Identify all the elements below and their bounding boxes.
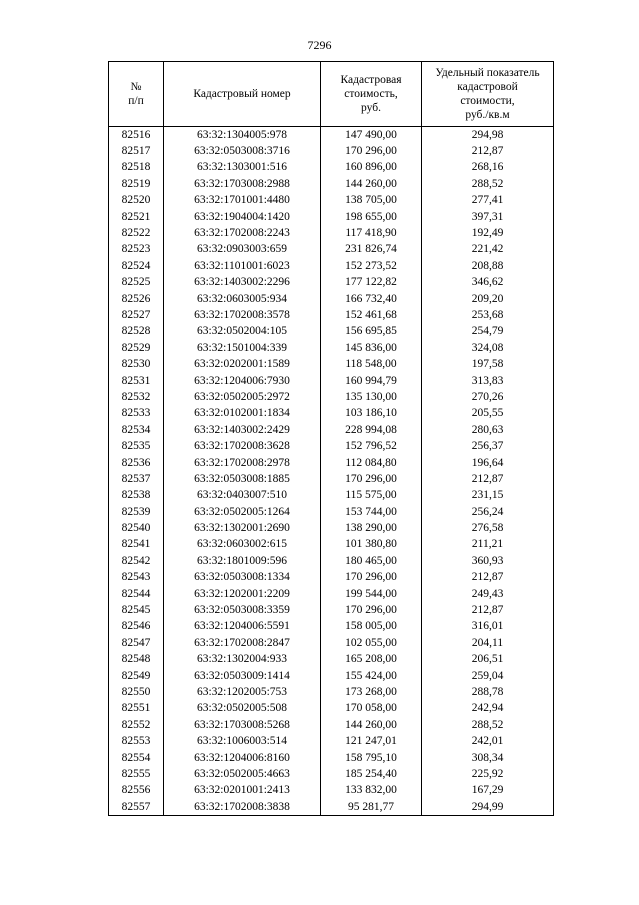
cell-specific-value: 212,87 (422, 570, 554, 586)
cell-cadastral-number: 63:32:0202001:1589 (164, 356, 321, 372)
cell-cadastral-number: 63:32:0503008:1334 (164, 570, 321, 586)
table-row (109, 652, 554, 668)
cell-cadastral-number: 63:32:0502005:508 (164, 701, 321, 717)
cell-cadastral-value: 152 273,52 (321, 258, 422, 274)
cell-row-number: 82539 (109, 504, 164, 520)
cell-specific-value: 192,49 (422, 225, 554, 241)
table-row (109, 750, 554, 766)
table-row (109, 455, 554, 471)
cell-cadastral-number: 63:32:1702008:2978 (164, 455, 321, 471)
cell-cadastral-number: 63:32:1204006:8160 (164, 750, 321, 766)
cell-row-number: 82541 (109, 537, 164, 553)
cell-row-number: 82537 (109, 471, 164, 487)
cell-row-number: 82519 (109, 176, 164, 192)
cell-specific-value: 316,01 (422, 619, 554, 635)
cell-cadastral-value: 147 490,00 (321, 127, 422, 144)
table-row (109, 324, 554, 340)
cell-specific-value: 242,01 (422, 733, 554, 749)
table-row (109, 176, 554, 192)
cell-cadastral-number: 63:32:0603005:934 (164, 291, 321, 307)
table-row (109, 373, 554, 389)
cell-cadastral-number: 63:32:1101001:6023 (164, 258, 321, 274)
table-row (109, 307, 554, 323)
cell-cadastral-number: 63:32:0403007:510 (164, 488, 321, 504)
table-row (109, 160, 554, 176)
table-row (109, 553, 554, 569)
cell-cadastral-value: 170 296,00 (321, 602, 422, 618)
cell-cadastral-number: 63:32:1703008:2988 (164, 176, 321, 192)
table-row (109, 143, 554, 159)
cell-row-number: 82521 (109, 209, 164, 225)
cell-row-number: 82545 (109, 602, 164, 618)
cell-cadastral-value: 145 836,00 (321, 340, 422, 356)
cell-specific-value: 196,64 (422, 455, 554, 471)
table-row (109, 717, 554, 733)
table-row (109, 258, 554, 274)
cell-specific-value: 249,43 (422, 586, 554, 602)
cell-specific-value: 204,11 (422, 635, 554, 651)
cell-specific-value: 259,04 (422, 668, 554, 684)
cell-specific-value: 167,29 (422, 783, 554, 799)
cell-row-number: 82516 (109, 127, 164, 144)
cell-specific-value: 360,93 (422, 553, 554, 569)
cell-specific-value: 212,87 (422, 471, 554, 487)
table-row (109, 471, 554, 487)
table-row (109, 275, 554, 291)
cell-cadastral-value: 133 832,00 (321, 783, 422, 799)
cell-cadastral-value: 170 058,00 (321, 701, 422, 717)
cell-specific-value: 208,88 (422, 258, 554, 274)
cell-cadastral-number: 63:32:1501004:339 (164, 340, 321, 356)
table-row (109, 619, 554, 635)
cell-cadastral-value: 173 268,00 (321, 684, 422, 700)
cell-row-number: 82550 (109, 684, 164, 700)
cell-specific-value: 277,41 (422, 193, 554, 209)
table-row (109, 438, 554, 454)
cell-specific-value: 294,99 (422, 799, 554, 816)
table-body (109, 127, 554, 816)
table-row (109, 127, 554, 144)
cell-specific-value: 205,55 (422, 406, 554, 422)
cell-cadastral-value: 118 548,00 (321, 356, 422, 372)
cell-cadastral-value: 198 655,00 (321, 209, 422, 225)
cell-specific-value: 308,34 (422, 750, 554, 766)
cell-cadastral-number: 63:32:0503008:3716 (164, 143, 321, 159)
cell-cadastral-number: 63:32:1204006:5591 (164, 619, 321, 635)
cell-cadastral-value: 166 732,40 (321, 291, 422, 307)
cell-row-number: 82547 (109, 635, 164, 651)
cell-cadastral-value: 115 575,00 (321, 488, 422, 504)
cell-row-number: 82524 (109, 258, 164, 274)
cell-cadastral-value: 160 896,00 (321, 160, 422, 176)
cell-specific-value: 294,98 (422, 127, 554, 144)
cell-row-number: 82534 (109, 422, 164, 438)
cell-cadastral-value: 185 254,40 (321, 766, 422, 782)
cell-cadastral-number: 63:32:0102001:1834 (164, 406, 321, 422)
table-row (109, 406, 554, 422)
cell-row-number: 82551 (109, 701, 164, 717)
cell-cadastral-number: 63:32:1006003:514 (164, 733, 321, 749)
cell-specific-value: 288,78 (422, 684, 554, 700)
cell-row-number: 82556 (109, 783, 164, 799)
cell-cadastral-number: 63:32:0603002:615 (164, 537, 321, 553)
cell-row-number: 82529 (109, 340, 164, 356)
cell-cadastral-number: 63:32:1304005:978 (164, 127, 321, 144)
cell-row-number: 82532 (109, 389, 164, 405)
cell-specific-value: 254,79 (422, 324, 554, 340)
cell-cadastral-value: 138 705,00 (321, 193, 422, 209)
table-row (109, 783, 554, 799)
cell-row-number: 82520 (109, 193, 164, 209)
cell-cadastral-value: 138 290,00 (321, 520, 422, 536)
cell-row-number: 82538 (109, 488, 164, 504)
cell-cadastral-number: 63:32:1904004:1420 (164, 209, 321, 225)
table-row (109, 520, 554, 536)
cell-row-number: 82542 (109, 553, 164, 569)
cell-specific-value: 346,62 (422, 275, 554, 291)
header-cadastral-value: Кадастровая стоимость, руб. (321, 62, 422, 127)
cell-specific-value: 288,52 (422, 717, 554, 733)
cell-specific-value: 324,08 (422, 340, 554, 356)
cell-cadastral-value: 180 465,00 (321, 553, 422, 569)
cell-cadastral-number: 63:32:0201001:2413 (164, 783, 321, 799)
cell-cadastral-value: 153 744,00 (321, 504, 422, 520)
cell-cadastral-value: 117 418,90 (321, 225, 422, 241)
cell-row-number: 82546 (109, 619, 164, 635)
table-row (109, 701, 554, 717)
cell-cadastral-value: 155 424,00 (321, 668, 422, 684)
table-row (109, 340, 554, 356)
cell-row-number: 82549 (109, 668, 164, 684)
table-row (109, 635, 554, 651)
cell-cadastral-number: 63:32:1702008:2243 (164, 225, 321, 241)
cell-row-number: 82554 (109, 750, 164, 766)
table-row (109, 193, 554, 209)
cell-row-number: 82533 (109, 406, 164, 422)
table-row (109, 586, 554, 602)
cell-cadastral-value: 112 084,80 (321, 455, 422, 471)
cell-row-number: 82544 (109, 586, 164, 602)
cell-cadastral-value: 170 296,00 (321, 570, 422, 586)
cell-cadastral-value: 177 122,82 (321, 275, 422, 291)
table-row (109, 684, 554, 700)
table-row (109, 570, 554, 586)
table-row (109, 537, 554, 553)
cell-cadastral-number: 63:32:1702008:2847 (164, 635, 321, 651)
cell-cadastral-number: 63:32:1303001:516 (164, 160, 321, 176)
table-row (109, 389, 554, 405)
cell-row-number: 82528 (109, 324, 164, 340)
cell-row-number: 82531 (109, 373, 164, 389)
cell-cadastral-value: 103 186,10 (321, 406, 422, 422)
cell-specific-value: 231,15 (422, 488, 554, 504)
cell-row-number: 82526 (109, 291, 164, 307)
cell-specific-value: 397,31 (422, 209, 554, 225)
cell-cadastral-number: 63:32:0502005:1264 (164, 504, 321, 520)
cell-row-number: 82535 (109, 438, 164, 454)
cell-cadastral-value: 152 796,52 (321, 438, 422, 454)
cell-specific-value: 211,21 (422, 537, 554, 553)
table-row (109, 488, 554, 504)
cell-cadastral-value: 170 296,00 (321, 471, 422, 487)
table-row (109, 209, 554, 225)
cell-row-number: 82518 (109, 160, 164, 176)
cell-cadastral-number: 63:32:1702008:3628 (164, 438, 321, 454)
cell-cadastral-value: 170 296,00 (321, 143, 422, 159)
cell-specific-value: 242,94 (422, 701, 554, 717)
cell-cadastral-number: 63:32:1702008:3578 (164, 307, 321, 323)
table-row (109, 356, 554, 372)
cell-specific-value: 221,42 (422, 242, 554, 258)
cell-specific-value: 288,52 (422, 176, 554, 192)
cell-row-number: 82540 (109, 520, 164, 536)
cell-row-number: 82557 (109, 799, 164, 816)
cell-specific-value: 197,58 (422, 356, 554, 372)
table-row (109, 504, 554, 520)
cell-cadastral-value: 231 826,74 (321, 242, 422, 258)
cell-cadastral-value: 165 208,00 (321, 652, 422, 668)
table-row (109, 422, 554, 438)
cell-cadastral-number: 63:32:1701001:4480 (164, 193, 321, 209)
table-row (109, 733, 554, 749)
cell-specific-value: 313,83 (422, 373, 554, 389)
cell-cadastral-value: 158 795,10 (321, 750, 422, 766)
cell-cadastral-number: 63:32:0503008:3359 (164, 602, 321, 618)
cell-cadastral-number: 63:32:0502004:105 (164, 324, 321, 340)
cell-specific-value: 280,63 (422, 422, 554, 438)
header-specific-value: Удельный показатель кадастровой стоимости, руб./кв.м (422, 62, 554, 127)
cell-row-number: 82548 (109, 652, 164, 668)
cell-specific-value: 206,51 (422, 652, 554, 668)
cell-cadastral-number: 63:32:0503008:1885 (164, 471, 321, 487)
cell-cadastral-value: 160 994,79 (321, 373, 422, 389)
cell-cadastral-number: 63:32:1702008:3838 (164, 799, 321, 816)
cell-row-number: 82522 (109, 225, 164, 241)
cell-row-number: 82523 (109, 242, 164, 258)
cadastral-table (108, 61, 554, 816)
cell-cadastral-number: 63:32:1403002:2296 (164, 275, 321, 291)
cell-cadastral-number: 63:32:1703008:5268 (164, 717, 321, 733)
cell-specific-value: 270,26 (422, 389, 554, 405)
cell-cadastral-value: 152 461,68 (321, 307, 422, 323)
cell-cadastral-value: 101 380,80 (321, 537, 422, 553)
table-row (109, 766, 554, 782)
cell-cadastral-number: 63:32:1202001:2209 (164, 586, 321, 602)
page-number: 7296 (307, 38, 332, 52)
cell-specific-value: 212,87 (422, 143, 554, 159)
cell-row-number: 82555 (109, 766, 164, 782)
table-row (109, 668, 554, 684)
cell-row-number: 82530 (109, 356, 164, 372)
cell-cadastral-value: 144 260,00 (321, 176, 422, 192)
table-row (109, 242, 554, 258)
cell-cadastral-value: 158 005,00 (321, 619, 422, 635)
cell-cadastral-number: 63:32:1202005:753 (164, 684, 321, 700)
cell-cadastral-number: 63:32:0502005:4663 (164, 766, 321, 782)
cell-specific-value: 209,20 (422, 291, 554, 307)
cell-cadastral-value: 121 247,01 (321, 733, 422, 749)
cell-row-number: 82525 (109, 275, 164, 291)
cell-specific-value: 212,87 (422, 602, 554, 618)
table-row (109, 225, 554, 241)
cell-cadastral-number: 63:32:0502005:2972 (164, 389, 321, 405)
cell-specific-value: 256,37 (422, 438, 554, 454)
cell-cadastral-value: 156 695,85 (321, 324, 422, 340)
cell-row-number: 82517 (109, 143, 164, 159)
cell-cadastral-number: 63:32:1801009:596 (164, 553, 321, 569)
cell-cadastral-number: 63:32:1302004:933 (164, 652, 321, 668)
cell-row-number: 82527 (109, 307, 164, 323)
cell-specific-value: 253,68 (422, 307, 554, 323)
cell-row-number: 82536 (109, 455, 164, 471)
cell-cadastral-value: 228 994,08 (321, 422, 422, 438)
cell-cadastral-value: 199 544,00 (321, 586, 422, 602)
header-cadastral-number: Кадастровый номер (164, 62, 321, 127)
table-row (109, 799, 554, 816)
cell-cadastral-number: 63:32:1204006:7930 (164, 373, 321, 389)
cell-cadastral-value: 144 260,00 (321, 717, 422, 733)
table-row (109, 602, 554, 618)
cell-row-number: 82552 (109, 717, 164, 733)
cell-specific-value: 276,58 (422, 520, 554, 536)
cell-row-number: 82543 (109, 570, 164, 586)
header-row-number: № п/п (109, 62, 164, 127)
cell-cadastral-number: 63:32:1302001:2690 (164, 520, 321, 536)
cell-specific-value: 225,92 (422, 766, 554, 782)
cell-cadastral-value: 95 281,77 (321, 799, 422, 816)
cell-specific-value: 256,24 (422, 504, 554, 520)
cell-cadastral-number: 63:32:1403002:2429 (164, 422, 321, 438)
cell-cadastral-number: 63:32:0503009:1414 (164, 668, 321, 684)
cell-row-number: 82553 (109, 733, 164, 749)
cell-cadastral-value: 102 055,00 (321, 635, 422, 651)
table-row (109, 291, 554, 307)
cell-specific-value: 268,16 (422, 160, 554, 176)
table-header-row (109, 62, 554, 127)
cell-cadastral-number: 63:32:0903003:659 (164, 242, 321, 258)
cell-cadastral-value: 135 130,00 (321, 389, 422, 405)
